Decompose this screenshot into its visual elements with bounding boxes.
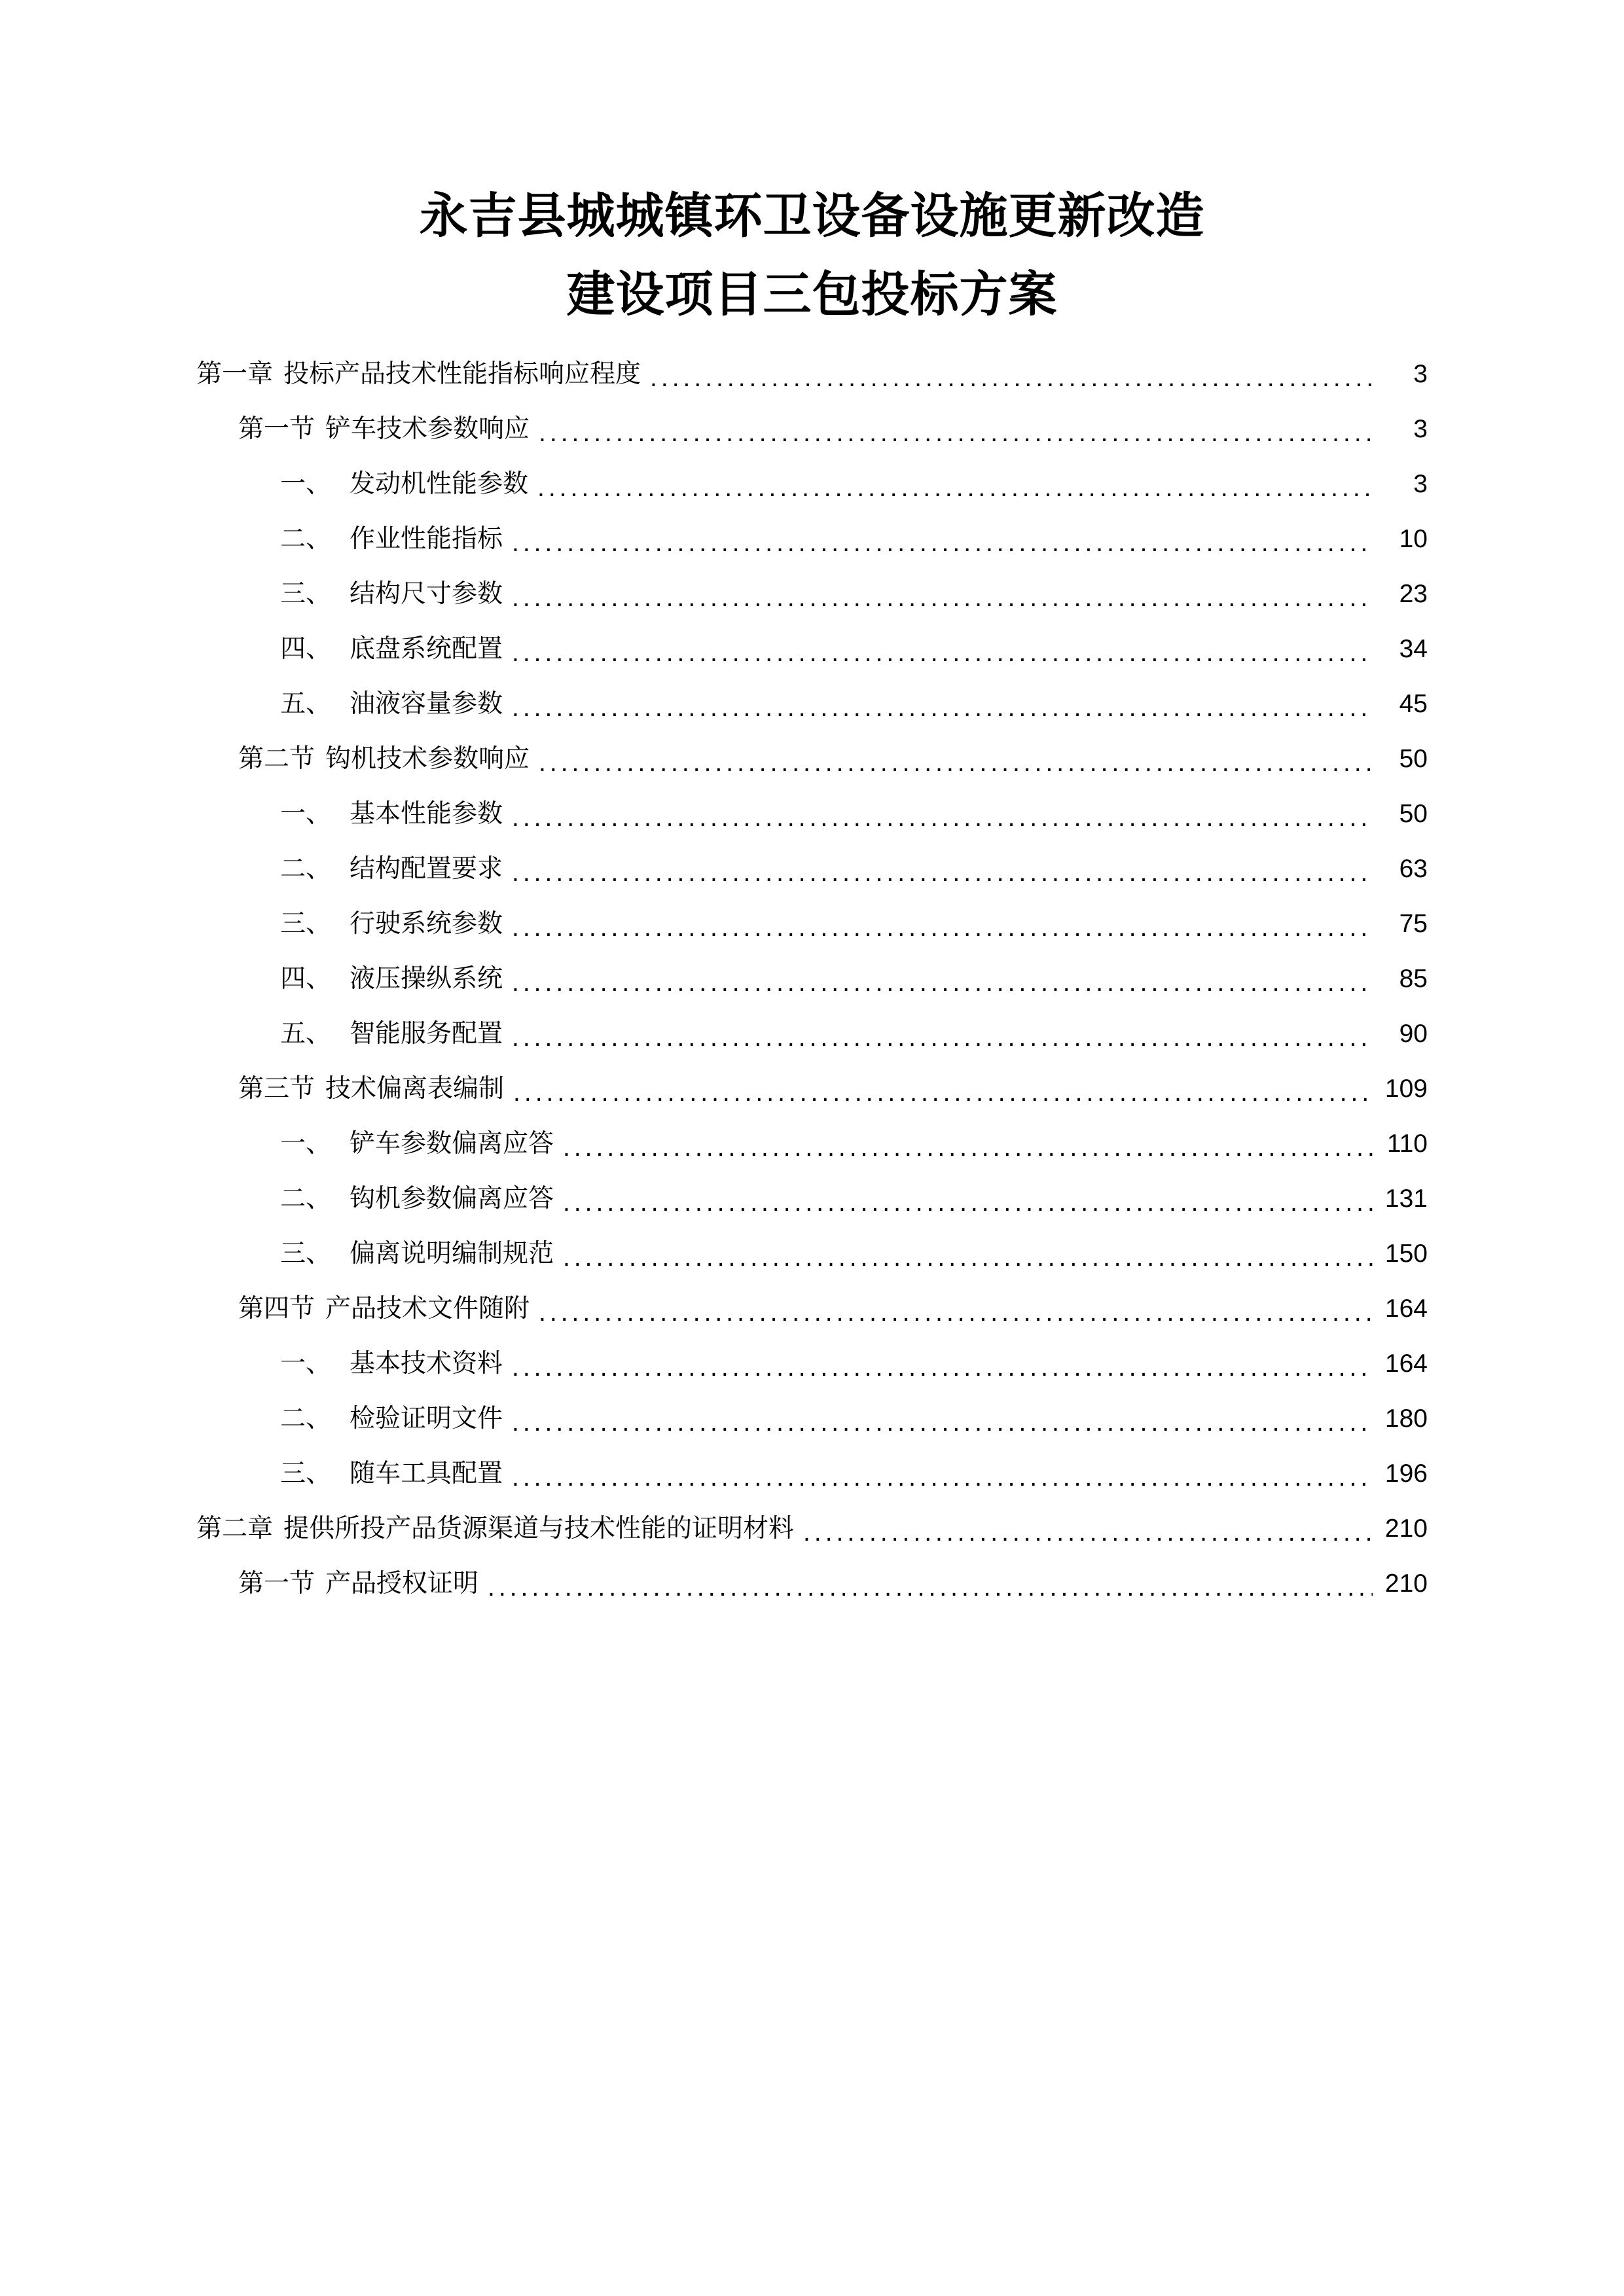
toc-entry-text: 提供所投产品货源渠道与技术性能的证明材料 xyxy=(283,1514,795,1543)
toc-entry[interactable] xyxy=(196,856,1428,882)
toc-entry-number: 第四节 xyxy=(238,1294,316,1323)
toc-entry[interactable] xyxy=(196,1186,1428,1211)
toc-entry-label xyxy=(280,801,503,827)
toc-leader-dots xyxy=(512,972,1373,992)
toc-page-number: 196 xyxy=(1384,1459,1428,1488)
toc-entry[interactable] xyxy=(196,526,1428,552)
toc-leader-dots xyxy=(563,1137,1373,1157)
toc-entry-number: 五、 xyxy=(280,1019,332,1048)
toc-entry[interactable] xyxy=(196,471,1428,497)
toc-page-number: 34 xyxy=(1399,634,1428,663)
toc-entry-text: 液压操纵系统 xyxy=(350,964,503,993)
toc-page-number: 180 xyxy=(1384,1404,1428,1433)
toc-entry[interactable] xyxy=(196,1571,1428,1596)
toc-page-number: 50 xyxy=(1399,799,1428,828)
toc-entry-number: 二、 xyxy=(280,1404,332,1433)
toc-page-number: 3 xyxy=(1413,414,1428,443)
toc-entry-label xyxy=(280,966,503,992)
toc-entry-number: 三、 xyxy=(280,909,332,938)
toc-entry-number: 四、 xyxy=(280,634,332,663)
toc-entry-label xyxy=(280,1186,554,1211)
toc-entry-text: 偏离说明编制规范 xyxy=(350,1239,554,1268)
toc-leader-dots xyxy=(512,1357,1373,1376)
toc-leader-dots xyxy=(539,752,1373,772)
toc-entry[interactable] xyxy=(196,746,1428,772)
toc-entry-label xyxy=(280,691,503,717)
toc-leader-dots xyxy=(512,807,1373,827)
toc-page-number: 85 xyxy=(1399,964,1428,993)
toc-entry-label xyxy=(196,361,641,387)
toc-entry-text: 随车工具配置 xyxy=(350,1459,503,1488)
toc-page-number: 3 xyxy=(1413,359,1428,388)
toc-entry[interactable] xyxy=(196,911,1428,937)
toc-entry-label xyxy=(280,581,503,607)
toc-entry-text: 技术偏离表编制 xyxy=(325,1074,505,1103)
toc-entry[interactable] xyxy=(196,1241,1428,1266)
toc-leader-dots xyxy=(512,642,1373,662)
toc-entry-text: 铲车参数偏离应答 xyxy=(350,1129,554,1158)
toc-page-number: 45 xyxy=(1399,689,1428,718)
toc-entry-text: 结构配置要求 xyxy=(350,854,503,883)
toc-entry-text: 结构尺寸参数 xyxy=(350,579,503,608)
toc-page-number: 63 xyxy=(1399,854,1428,883)
toc-page-number: 75 xyxy=(1399,909,1428,938)
page-title-line-1: 永吉县城城镇环卫设备设施更新改造 xyxy=(419,188,1205,243)
toc-entry-label xyxy=(238,1571,478,1596)
toc-entry[interactable] xyxy=(196,801,1428,827)
toc-entry-number: 第三节 xyxy=(238,1074,316,1103)
toc-leader-dots xyxy=(512,917,1373,937)
toc-leader-dots xyxy=(512,697,1373,717)
toc-leader-dots xyxy=(803,1522,1373,1541)
toc-entry-text: 发动机性能参数 xyxy=(350,469,529,498)
toc-entry-number: 一、 xyxy=(280,1129,332,1158)
toc-entry-text: 底盘系统配置 xyxy=(350,634,503,663)
toc-page-number: 23 xyxy=(1399,579,1428,608)
table-of-contents xyxy=(196,361,1428,1596)
toc-entry-number: 三、 xyxy=(280,1239,332,1268)
toc-entry-text: 油液容量参数 xyxy=(350,689,503,718)
toc-entry-label xyxy=(238,1296,530,1321)
toc-leader-dots xyxy=(512,1412,1373,1431)
toc-entry-text: 检验证明文件 xyxy=(350,1404,503,1433)
toc-page-number: 164 xyxy=(1384,1294,1428,1323)
toc-entry-label xyxy=(196,1516,794,1541)
toc-entry-label xyxy=(280,1406,503,1431)
toc-page-number: 210 xyxy=(1384,1514,1428,1543)
toc-entry-number: 第二节 xyxy=(238,744,316,773)
toc-page-number: 109 xyxy=(1384,1074,1428,1103)
toc-entry-label xyxy=(280,1021,503,1047)
toc-leader-dots xyxy=(512,532,1373,552)
toc-entry[interactable] xyxy=(196,966,1428,992)
toc-entry-number: 二、 xyxy=(280,1184,332,1213)
toc-leader-dots xyxy=(488,1577,1373,1596)
toc-entry-text: 产品授权证明 xyxy=(325,1569,479,1598)
toc-entry-number: 四、 xyxy=(280,964,332,993)
toc-entry-number: 五、 xyxy=(280,689,332,718)
page-title xyxy=(196,177,1428,334)
toc-entry-number: 一、 xyxy=(280,799,332,828)
toc-leader-dots xyxy=(537,477,1373,497)
toc-entry-number: 三、 xyxy=(280,1459,332,1488)
toc-page-number: 131 xyxy=(1384,1184,1428,1213)
toc-entry[interactable] xyxy=(196,581,1428,607)
toc-entry-text: 钩机技术参数响应 xyxy=(325,744,530,773)
toc-entry-label xyxy=(280,636,503,662)
toc-entry-number: 三、 xyxy=(280,579,332,608)
toc-leader-dots xyxy=(513,1082,1373,1102)
toc-leader-dots xyxy=(539,1302,1373,1321)
toc-entry-text: 基本性能参数 xyxy=(350,799,503,828)
toc-page-number: 3 xyxy=(1413,469,1428,498)
toc-page-number: 110 xyxy=(1386,1129,1428,1158)
toc-entry-label xyxy=(280,911,503,937)
toc-entry-label xyxy=(280,471,528,497)
toc-page-number: 90 xyxy=(1399,1019,1428,1048)
toc-page-number: 10 xyxy=(1399,524,1428,553)
toc-page-number: 210 xyxy=(1384,1569,1428,1598)
toc-entry-text: 投标产品技术性能指标响应程度 xyxy=(283,359,641,388)
toc-entry-number: 第一节 xyxy=(238,414,316,443)
toc-entry-number: 第一章 xyxy=(196,359,274,388)
toc-entry-label xyxy=(280,1461,503,1486)
toc-entry-text: 钩机参数偏离应答 xyxy=(350,1184,554,1213)
toc-entry-label xyxy=(280,526,503,552)
toc-leader-dots xyxy=(512,862,1373,882)
toc-page-number: 50 xyxy=(1399,744,1428,773)
toc-entry-label xyxy=(238,1076,504,1102)
toc-entry-number: 第一节 xyxy=(238,1569,316,1598)
toc-entry[interactable] xyxy=(196,1516,1428,1541)
toc-entry-label xyxy=(238,416,530,442)
toc-entry-number: 第二章 xyxy=(196,1514,274,1543)
toc-leader-dots xyxy=(563,1192,1373,1211)
toc-entry-text: 作业性能指标 xyxy=(350,524,503,553)
toc-entry[interactable] xyxy=(196,1406,1428,1431)
toc-entry[interactable] xyxy=(196,1131,1428,1157)
toc-entry[interactable] xyxy=(196,636,1428,662)
toc-leader-dots xyxy=(563,1247,1373,1266)
toc-entry-label xyxy=(238,746,530,772)
toc-entry[interactable] xyxy=(196,416,1428,442)
toc-entry-number: 二、 xyxy=(280,854,332,883)
toc-leader-dots xyxy=(539,422,1373,442)
toc-entry-text: 智能服务配置 xyxy=(350,1019,503,1048)
toc-leader-dots xyxy=(512,587,1373,607)
toc-entry-number: 二、 xyxy=(280,524,332,553)
toc-entry-text: 基本技术资料 xyxy=(350,1349,503,1378)
toc-entry[interactable] xyxy=(196,1296,1428,1321)
toc-leader-dots xyxy=(650,367,1373,387)
toc-entry-number: 一、 xyxy=(280,469,332,498)
toc-entry[interactable] xyxy=(196,361,1428,387)
toc-entry-number: 一、 xyxy=(280,1349,332,1378)
toc-entry-text: 铲车技术参数响应 xyxy=(325,414,530,443)
toc-leader-dots xyxy=(512,1027,1373,1047)
toc-leader-dots xyxy=(512,1467,1373,1486)
toc-entry[interactable] xyxy=(196,1076,1428,1102)
toc-entry-label xyxy=(280,856,503,882)
toc-page-number: 150 xyxy=(1384,1239,1428,1268)
toc-entry[interactable] xyxy=(196,1351,1428,1376)
toc-entry-label xyxy=(280,1131,554,1157)
toc-page-number: 164 xyxy=(1384,1349,1428,1378)
toc-entry[interactable] xyxy=(196,1461,1428,1486)
toc-entry[interactable] xyxy=(196,1021,1428,1047)
toc-entry-text: 产品技术文件随附 xyxy=(325,1294,530,1323)
toc-entry-label xyxy=(280,1241,554,1266)
toc-entry-text: 行驶系统参数 xyxy=(350,909,503,938)
toc-entry[interactable] xyxy=(196,691,1428,717)
toc-entry-label xyxy=(280,1351,503,1376)
page-title-line-2: 建设项目三包投标方案 xyxy=(566,266,1058,321)
